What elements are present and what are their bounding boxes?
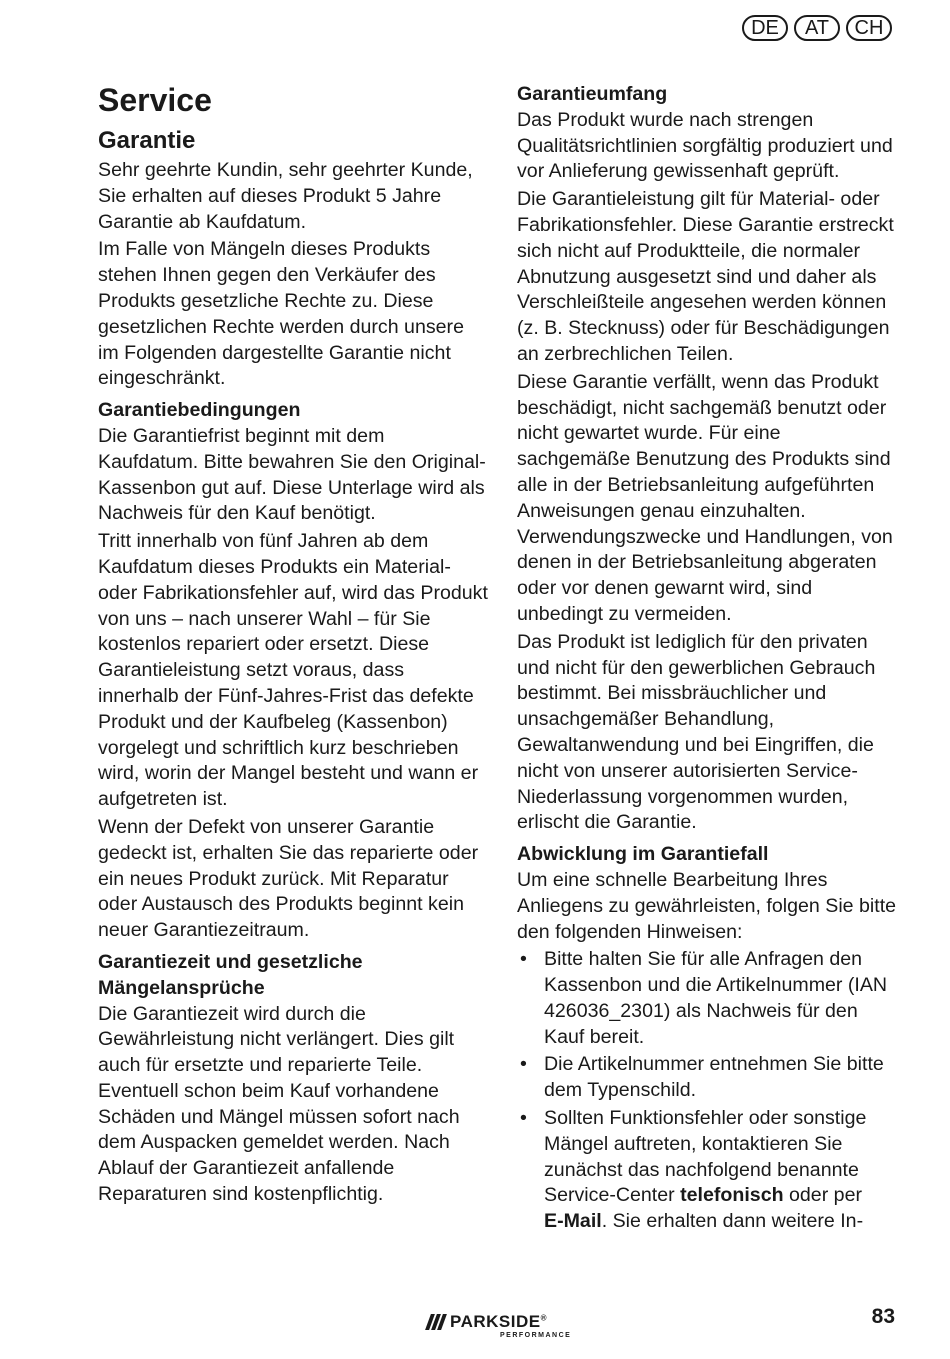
logo-tagline: PERFORMANCE [500,1332,572,1339]
country-badge-at: AT [794,15,840,41]
heading-garantiezeit: Garantiezeit und gesetzliche Mängelansprüche [98,950,363,999]
parkside-logo [428,1312,571,1339]
list-item-text: Bitte halten Sie für alle Anfragen den Kassenbon und die Artikelnummer (IAN 426036_2301) als Nachweis für den Kauf bereit. [544,948,888,1048]
heading-garantieumfang: Garantieumfang [517,83,668,105]
heading-garantiebedingungen: Garantiebedingungen [98,399,301,422]
list-item-text: oder per [783,1184,862,1207]
intro-paragraph: Sehr geehrte Kundin, sehr geehrter Kunde, Sie erhalten auf dieses Produkt 5 Jahre Garantie ab Kaufdatum. [98,159,473,233]
umfang-paragraph: Diese Garantie verfällt, wenn das Produkt beschädigt, nicht sachgemäß benutzt oder nicht gewartet wurde. Für eine sachgemäße Benutzung des Produkts sind alle in der Betriebsanleitung aufgeführten Anweisungen genau einzuhalten. Verwendungszwecke und Handlungen, von denen in der Betriebsanleitung abgeraten oder vor denen gewarnt wird, sind unbedingt zu vermeiden. [517,370,893,625]
emphasis-telefonisch: telefonisch [680,1184,784,1207]
list-item-text: . Sie erhalten dann weitere In- [601,1210,864,1233]
list-item [517,1052,899,1104]
bullet-icon: • [520,948,527,971]
bullet-icon: • [520,1107,527,1130]
emphasis-email: E-Mail [544,1210,602,1233]
umfang-paragraph: Das Produkt wurde nach strengen Qualitätsrichtlinien sorgfältig produziert und vor Anlieferung gewissenhaft geprüft. [517,108,893,183]
umfang-paragraph: Die Garantieleistung gilt für Material- oder Fabrikationsfehler. Diese Garantie erstreckt sich nicht auf Produktteile, die normaler Abnutzung ausgesetzt sind und daher als Verschleißteile angesehen werden können (z. B. Stecknuss) oder für Beschädigungen an zerbrechlichen Teilen. [517,188,894,365]
logo-brand: PARKSIDE® [450,1312,547,1331]
list-item-text: Sollten Funktionsfehler oder sonstige Mängel auftreten, kontaktieren Sie zunächst das nachfolgend benannte Service-Center [544,1107,867,1207]
list-item-text: Die Artikelnummer entnehmen Sie bitte dem Typenschild. [544,1053,884,1102]
heading-abwicklung: Abwicklung im Garantiefall [517,843,769,866]
country-badge-ch: CH [846,15,892,41]
bedingungen-paragraph: Die Garantiefrist beginnt mit dem Kaufdatum. Bitte bewahren Sie den Original-Kassenbon gut auf. Diese Unterlage wird als Nachweis für den Kauf benötigt. [98,424,486,525]
bedingungen-paragraph: Wenn der Defekt von unserer Garantie gedeckt ist, erhalten Sie das reparierte oder ein neues Produkt zurück. Mit Reparatur oder Austausch des Produkts beginnt kein neuer Garantiezeitraum. [98,815,479,942]
section-title-garantie: Garantie [98,127,196,154]
bullet-icon: • [520,1053,527,1076]
bedingungen-paragraph: Tritt innerhalb von fünf Jahren ab dem Kaufdatum dieses Produkts ein Material- oder Fabrikationsfehler auf, wird das Produkt von uns – nach unserer Wahl – für Sie kostenlos repariert oder ersetzt. Diese Garantieleistung setzt voraus, dass innerhalb der Fünf-Jahres-Frist das defekte Produkt und der Kaufbeleg (Kassenbon) vorgelegt und schriftlich kurz beschrieben wird, worin der Mangel besteht und wann er aufgetreten ist. [98,530,488,811]
logo-stripes-icon [428,1314,444,1330]
list-item [517,1106,899,1235]
garantiezeit-paragraph: Die Garantiezeit wird durch die Gewährleistung nicht verlängert. Dies gilt auch für ersetzte und reparierte Teile. Eventuell schon beim Kauf vorhandene Schäden und Mängel müssen sofort nach dem Auspacken gemeldet werden. Nach Ablauf der Garantiezeit anfallende Reparaturen sind kostenpflichtig. [98,1002,460,1206]
left-column [98,80,490,1210]
country-badges [742,15,892,41]
umfang-paragraph: Das Produkt ist lediglich für den privaten und nicht für den gewerblichen Gebrauch bestimmt. Bei missbräuchlicher und unsachgemäßer Behandlung, Gewaltanwendung und bei Eingriffen, die nicht von unserer autorisierten Service-Niederlassung vorgenommen wurden, erlischt die Garantie. [517,630,876,834]
page-number: 83 [871,1305,895,1328]
country-badge-de: DE [742,15,788,41]
right-column [517,82,899,1237]
abwicklung-intro: Um eine schnelle Bearbeitung Ihres Anliegens zu gewährleisten, folgen Sie bitte den folgenden Hinweisen: [517,868,897,943]
list-item [517,947,899,1050]
intro-paragraph: Im Falle von Mängeln dieses Produkts stehen Ihnen gegen den Verkäufer des Produkts gesetzliche Rechte zu. Diese gesetzlichen Rechte werden durch unsere im Folgenden dargestellte Garantie nicht eingeschränkt. [98,238,464,390]
abwicklung-list [517,947,899,1235]
page-title: Service [98,82,212,118]
